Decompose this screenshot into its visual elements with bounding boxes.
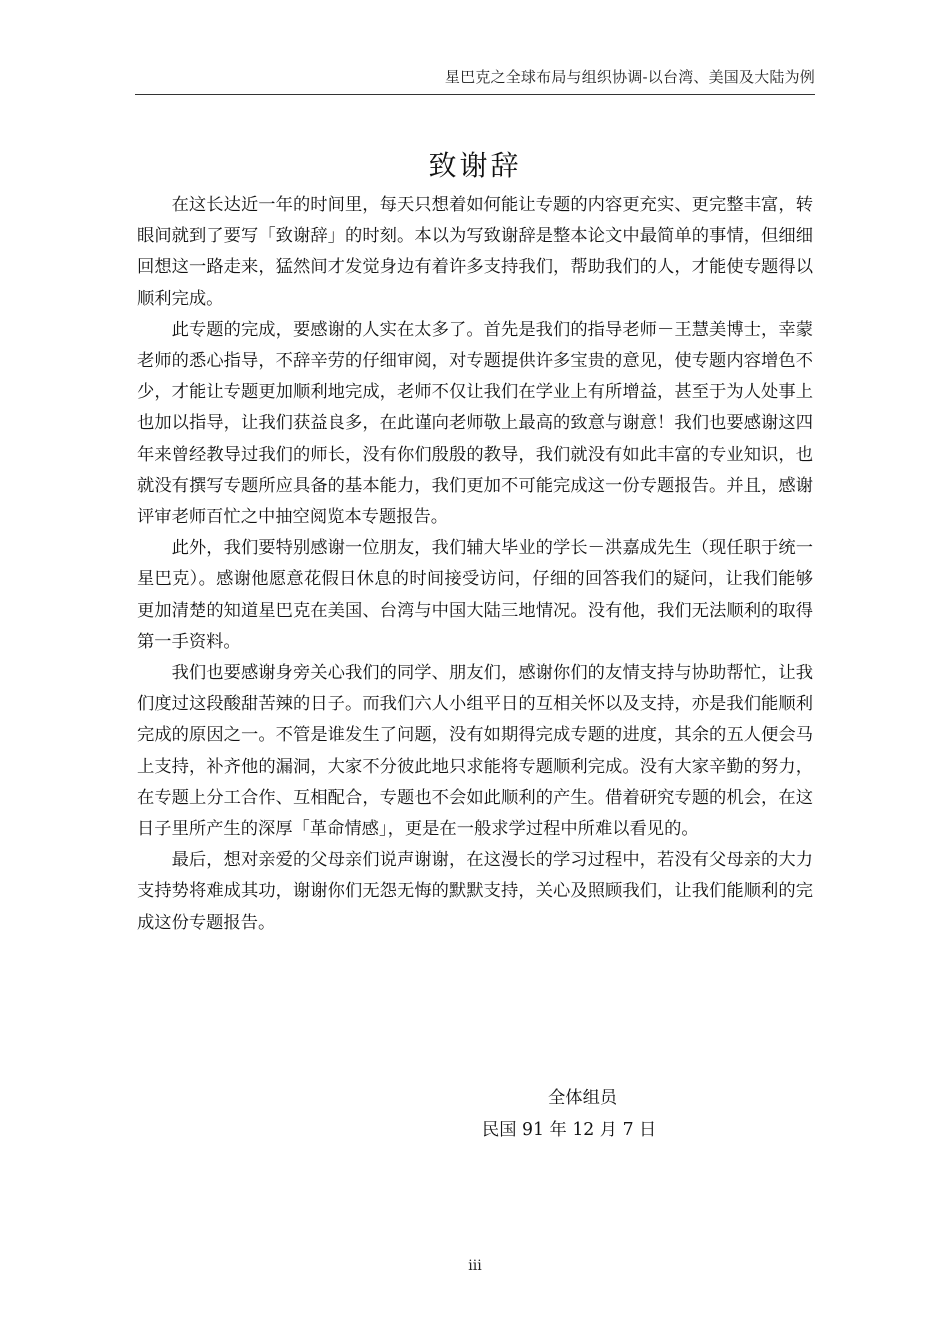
acknowledgement-body: [137, 190, 813, 939]
signer: 全体组员: [548, 1088, 618, 1108]
page-title: 致谢辞: [428, 149, 522, 182]
paragraph: 此专题的完成，要感谢的人实在太多了。首先是我们的指导老师－王慧美博士，幸蒙老师的悉心指导，不辞辛劳的仔细审阅，对专题提供许多宝贵的意见，使专题内容增色不少，才能让专题更加顺利地完成，老师不仅让我们在学业上有所增益，甚至于为人处事上也加以指导，让我们获益良多，在此谨向老师敬上最高的致意与谢意！我们也要感谢这四年来曾经教导过我们的师长，没有你们殷殷的教导，我们就没有如此丰富的专业知识，也就没有撰写专题所应具备的基本能力，我们更加不可能完成这一份专题报告。并且，感谢评审老师百忙之中抽空阅览本专题报告。: [137, 319, 813, 528]
signature-date: 民国 91 年 12 月 7 日: [482, 1120, 657, 1140]
paragraph: 我们也要感谢身旁关心我们的同学、朋友们，感谢你们的友情支持与协助帮忙，让我们度过这段酸甜苦辣的日子。而我们六人小组平日的互相关怀以及支持，亦是我们能顺利完成的原因之一。不管是谁发生了问题，没有如期得完成专题的进度，其余的五人便会马上支持，补齐他的漏洞，大家不分彼此地只求能将专题顺利完成。没有大家辛勤的努力，在专题上分工合作、互相配合，专题也不会如此顺利的产生。借着研究专题的机会，在这日子里所产生的深厚「革命情感」，更是在一般求学过程中所难以看见的。: [137, 663, 813, 840]
paragraph: 最后，想对亲爱的父母亲们说声谢谢，在这漫长的学习过程中，若没有父母亲的大力支持势将难成其功，谢谢你们无怨无悔的默默支持，关心及照顾我们，让我们能顺利的完成这份专题报告。: [137, 850, 813, 933]
running-header: 星巴克之全球布局与组织协调-以台湾、美国及大陆为例: [444, 68, 815, 86]
paragraph: 在这长达近一年的时间里，每天只想着如何能让专题的内容更充实、更完整丰富，转眼间就到了要写「致谢辞」的时刻。本以为写致谢辞是整本论文中最简单的事情，但细细回想这一路走来，猛然间才发觉身边有着许多支持我们，帮助我们的人，才能使专题得以顺利完成。: [137, 195, 813, 309]
paragraph: 此外，我们要特别感谢一位朋友，我们辅大毕业的学长－洪嘉成先生（现任职于统一星巴克）。感谢他愿意花假日休息的时间接受访问，仔细的回答我们的疑问，让我们能够更加清楚的知道星巴克在美国、台湾与中国大陆三地情况。没有他，我们无法顺利的取得第一手资料。: [137, 538, 813, 652]
page-number: iii: [468, 1258, 482, 1274]
header-divider: [135, 94, 815, 95]
